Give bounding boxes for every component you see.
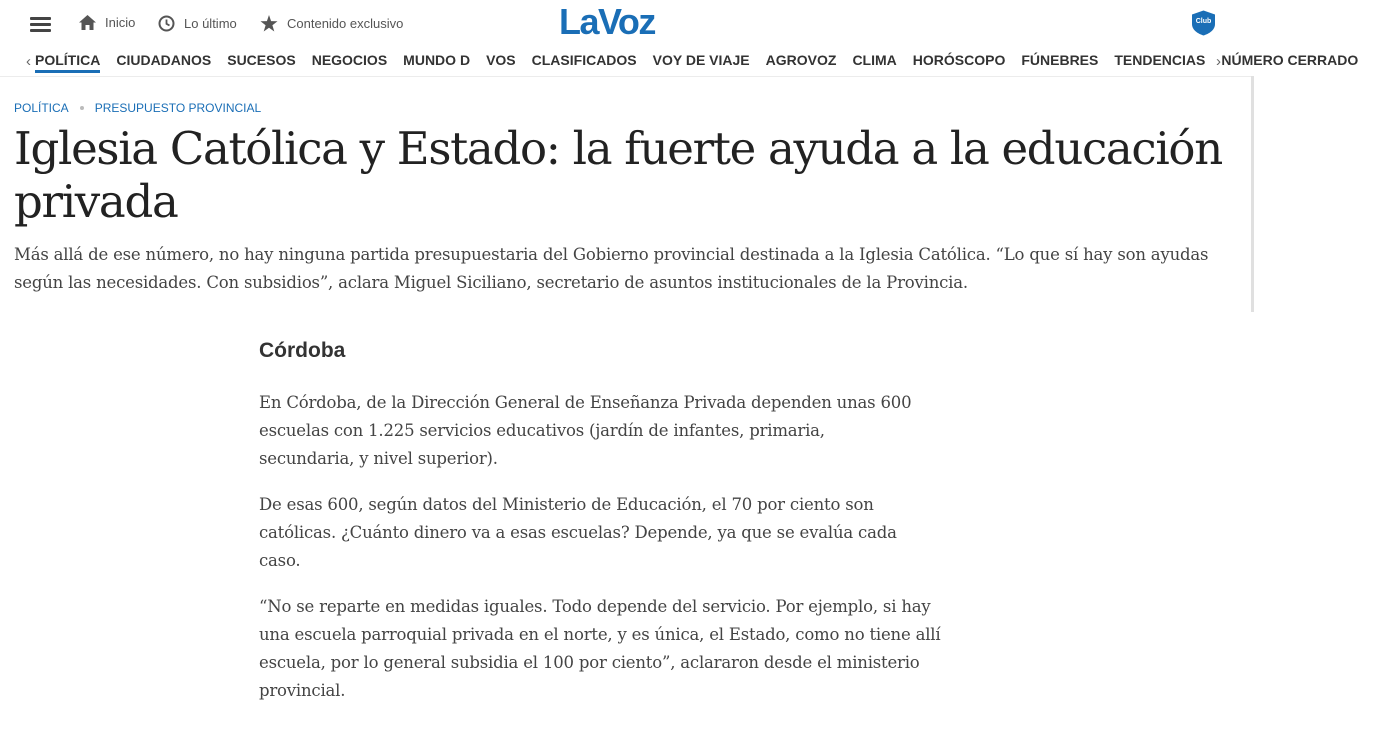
nav-track: [35, 48, 1359, 76]
nav-prev-arrow[interactable]: ‹: [26, 53, 31, 70]
hamburger-icon[interactable]: [30, 17, 51, 33]
star-icon: [260, 15, 278, 32]
nav-item-politica[interactable]: POLÍTICA: [35, 48, 100, 73]
nav-item-numero-cerrado[interactable]: NÚMERO CERRADO: [1221, 52, 1359, 68]
nav-item-clima[interactable]: CLIMA: [852, 52, 897, 68]
top-bar: [0, 0, 1254, 48]
nav-next-arrow[interactable]: ›: [1216, 53, 1221, 70]
exclusive-link[interactable]: [260, 15, 403, 32]
nav-item-voy-de-viaje[interactable]: VOY DE VIAJE: [652, 52, 750, 68]
article-header: [14, 99, 1239, 297]
breadcrumb: [14, 99, 1239, 117]
article-body: [259, 336, 959, 700]
article-paragraph: “No se reparte en medidas iguales. Todo depende del servicio. Por ejemplo, si hay una escuela parroquial privada en el norte, y es única, el Estado, como no tiene allí escuela, por lo general subsidia el 100 por ciento”, aclararon desde el ministerio provincial.: [259, 597, 941, 700]
nav-item-negocios[interactable]: NEGOCIOS: [311, 52, 388, 68]
breadcrumb-separator: [80, 106, 84, 110]
club-badge[interactable]: [1191, 10, 1216, 36]
clock-icon: [158, 15, 175, 32]
nav-item-vos[interactable]: VOS: [486, 52, 516, 68]
site-logo[interactable]: LaVoz: [559, 1, 655, 42]
article-subtitle: Más allá de ese número, no hay ninguna partida presupuestaria del Gobierno provincial destinada a la Iglesia Católica. “Lo que sí hay son ayudas según las necesidades. Con subsidios”, aclara Miguel Siciliano, secretario de asuntos institucionales de la Provincia.: [14, 245, 1209, 292]
nav-item-ciudadanos[interactable]: CIUDADANOS: [116, 52, 212, 68]
nav-item-sucesos[interactable]: SUCESOS: [227, 52, 296, 68]
nav-item-agrovoz[interactable]: AGROVOZ: [765, 52, 837, 68]
nav-item-funebres[interactable]: FÚNEBRES: [1021, 52, 1099, 68]
home-link[interactable]: [79, 15, 135, 30]
nav-item-mundo-d[interactable]: MUNDO D: [403, 52, 471, 68]
article-paragraph: En Córdoba, de la Dirección General de Enseñanza Privada dependen unas 600 escuelas con 1.225 servicios educativos (jardín de infantes, primaria, secundaria, y nivel superior).: [259, 393, 912, 468]
scrollbar[interactable]: [1251, 76, 1254, 312]
exclusive-link-label: Contenido exclusivo: [287, 16, 404, 31]
section-nav: [0, 48, 1359, 76]
breadcrumb-section[interactable]: POLÍTICA: [14, 101, 69, 115]
section-heading: Córdoba: [259, 339, 346, 362]
breadcrumb-topic[interactable]: PRESUPUESTO PROVINCIAL: [94, 101, 262, 115]
latest-link[interactable]: [158, 15, 237, 32]
article-paragraph: De esas 600, según datos del Ministerio de Educación, el 70 por ciento son católicas. ¿Cuánto dinero va a esas escuelas? Depende, ya que se evalúa cada caso.: [259, 495, 897, 570]
home-link-label: Inicio: [105, 15, 136, 30]
site-header: [0, 0, 1359, 77]
article-headline: Iglesia Católica y Estado: la fuerte ayuda a la educación privada: [14, 122, 1222, 228]
nav-item-clasificados[interactable]: CLASIFICADOS: [531, 52, 637, 68]
nav-item-tendencias[interactable]: TENDENCIAS: [1114, 52, 1206, 68]
home-icon: [79, 15, 96, 30]
nav-item-horoscopo[interactable]: HORÓSCOPO: [912, 52, 1006, 68]
club-label: Club: [1195, 18, 1212, 25]
latest-link-label: Lo último: [184, 16, 237, 31]
